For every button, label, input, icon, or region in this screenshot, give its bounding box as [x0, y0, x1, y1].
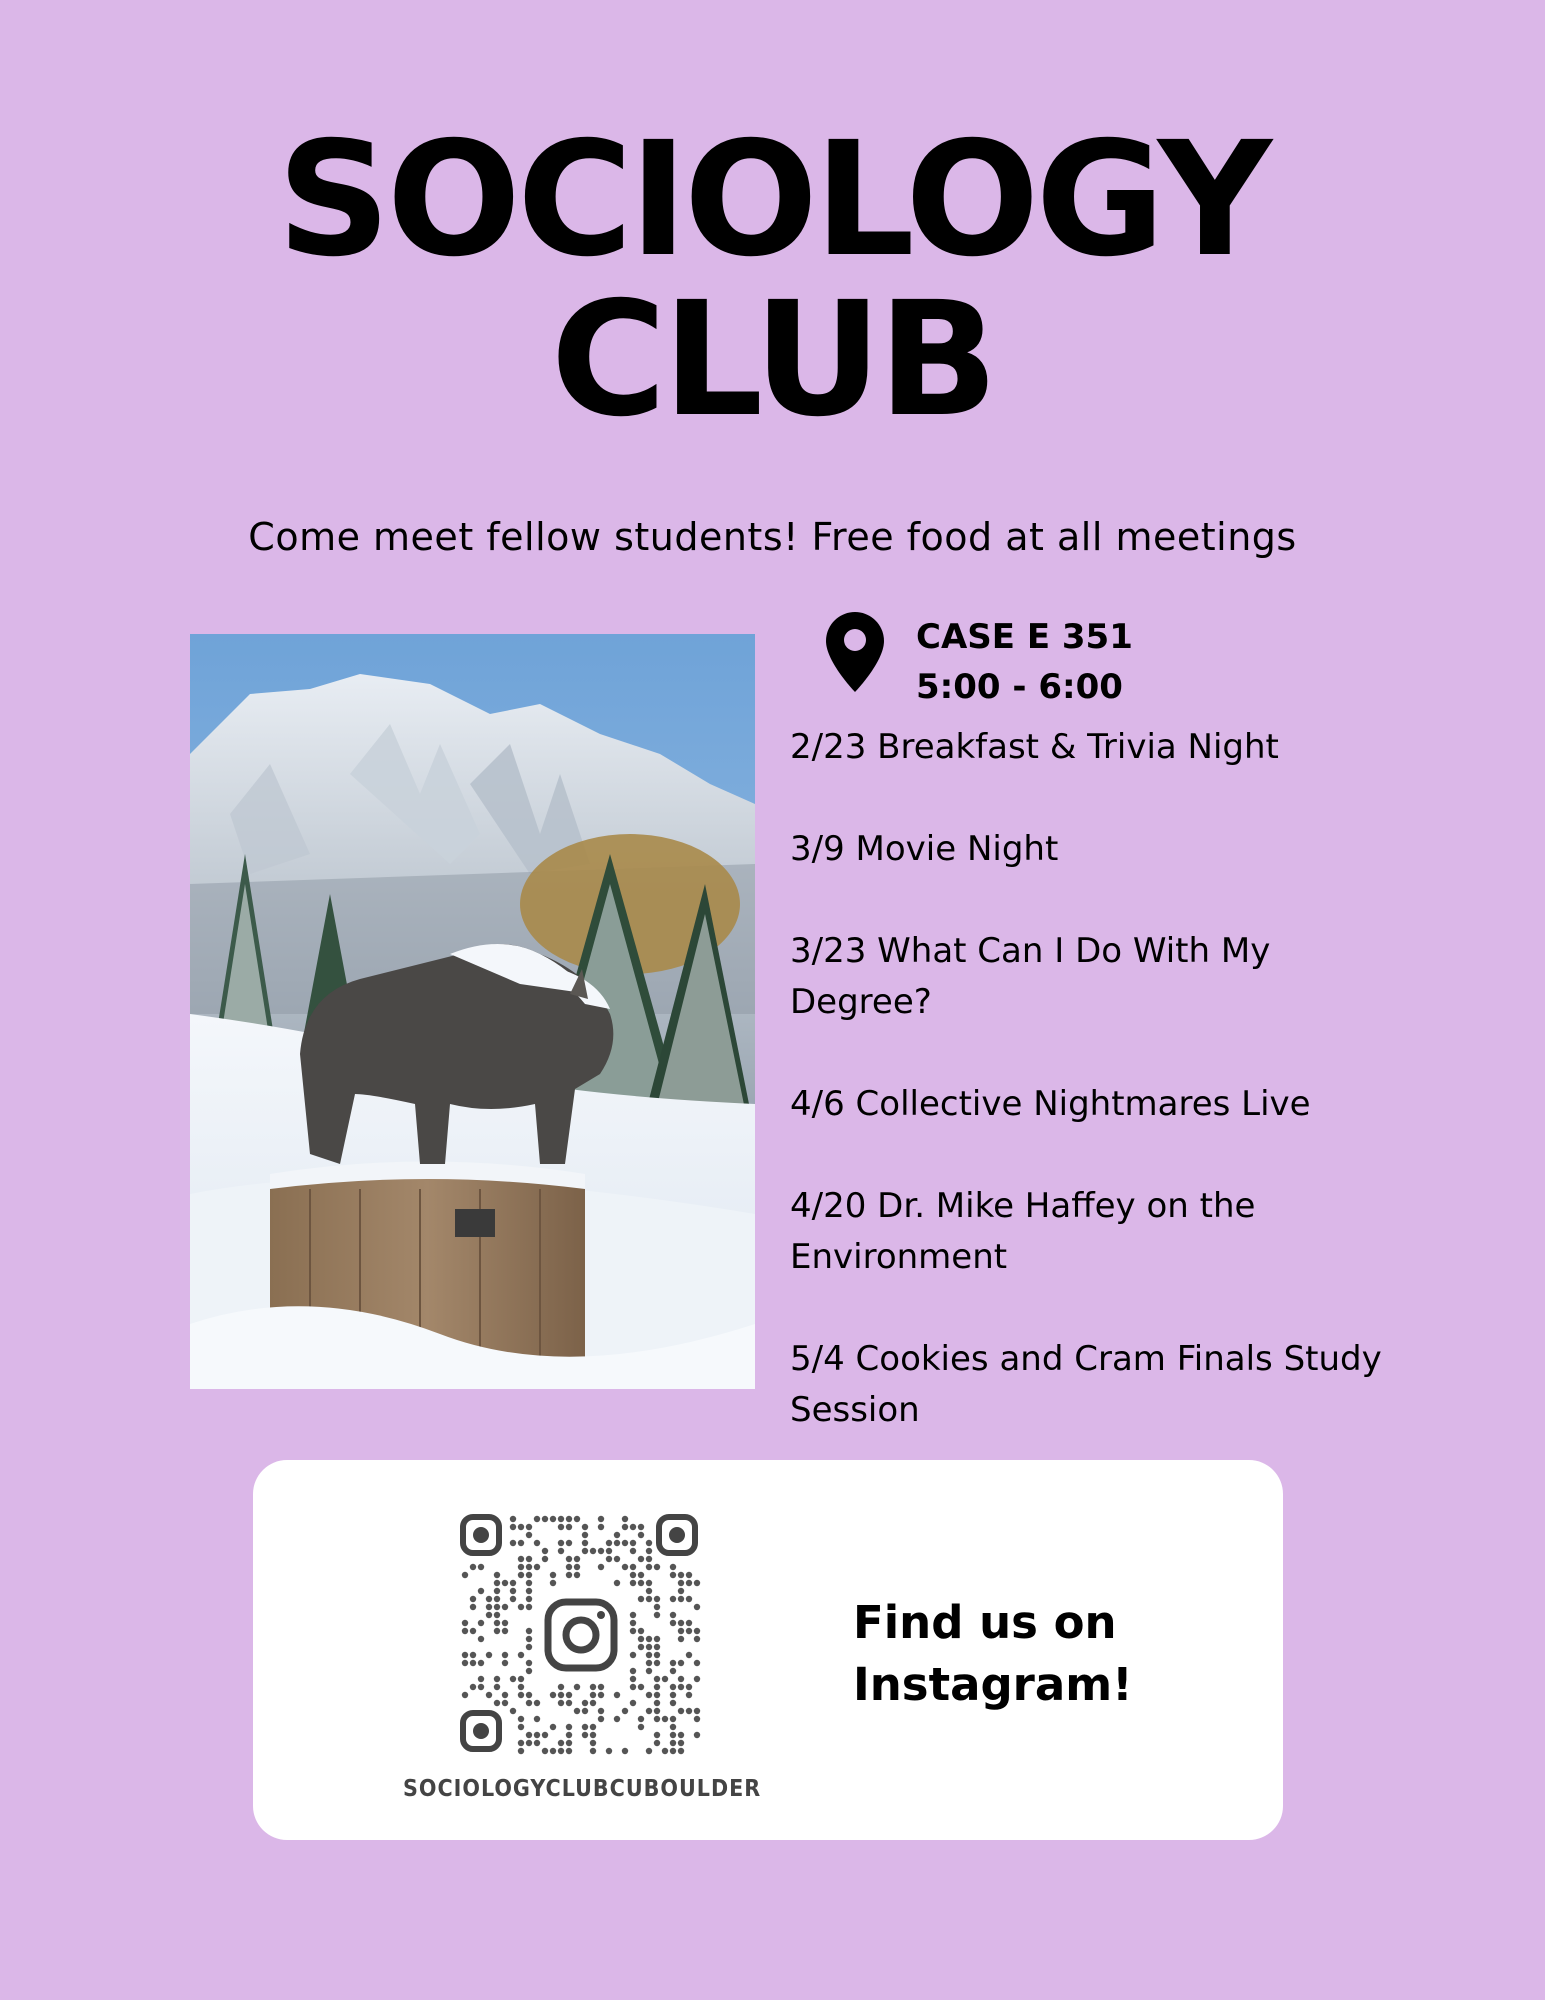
event-item: 3/23 What Can I Do With My Degree? [790, 931, 1271, 1022]
instagram-card [253, 1460, 1283, 1840]
buffalo-statue-photo [190, 634, 755, 1389]
event-item: 4/20 Dr. Mike Haffey on the Environment [790, 1186, 1256, 1277]
cta-line-1: Find us on [853, 1596, 1117, 1649]
event-item: 5/4 Cookies and Cram Finals Study Session [790, 1339, 1382, 1430]
instagram-icon [548, 1602, 614, 1668]
event-item: 2/23 Breakfast & Trivia Night [790, 727, 1279, 767]
meeting-time: 5:00 - 6:00 [916, 667, 1123, 707]
cta-line-2: Instagram! [853, 1658, 1133, 1711]
page-title [0, 108, 1545, 452]
title-line-2: CLUB [550, 268, 995, 452]
meeting-info [916, 612, 1133, 712]
title-line-1: SOCIOLOGY [276, 108, 1269, 292]
tagline: Come meet fellow students! Free food at all meetings [248, 515, 1297, 559]
event-item: 3/9 Movie Night [790, 829, 1059, 869]
event-item: 4/6 Collective Nightmares Live [790, 1084, 1311, 1124]
meeting-location: CASE E 351 [916, 617, 1133, 657]
instagram-cta [853, 1592, 1133, 1716]
location-pin-icon [826, 612, 884, 692]
event-list [790, 722, 1410, 1436]
instagram-handle: SOCIOLOGYCLUBCUBOULDER [403, 1776, 762, 1802]
instagram-qr-code[interactable] [460, 1514, 702, 1756]
